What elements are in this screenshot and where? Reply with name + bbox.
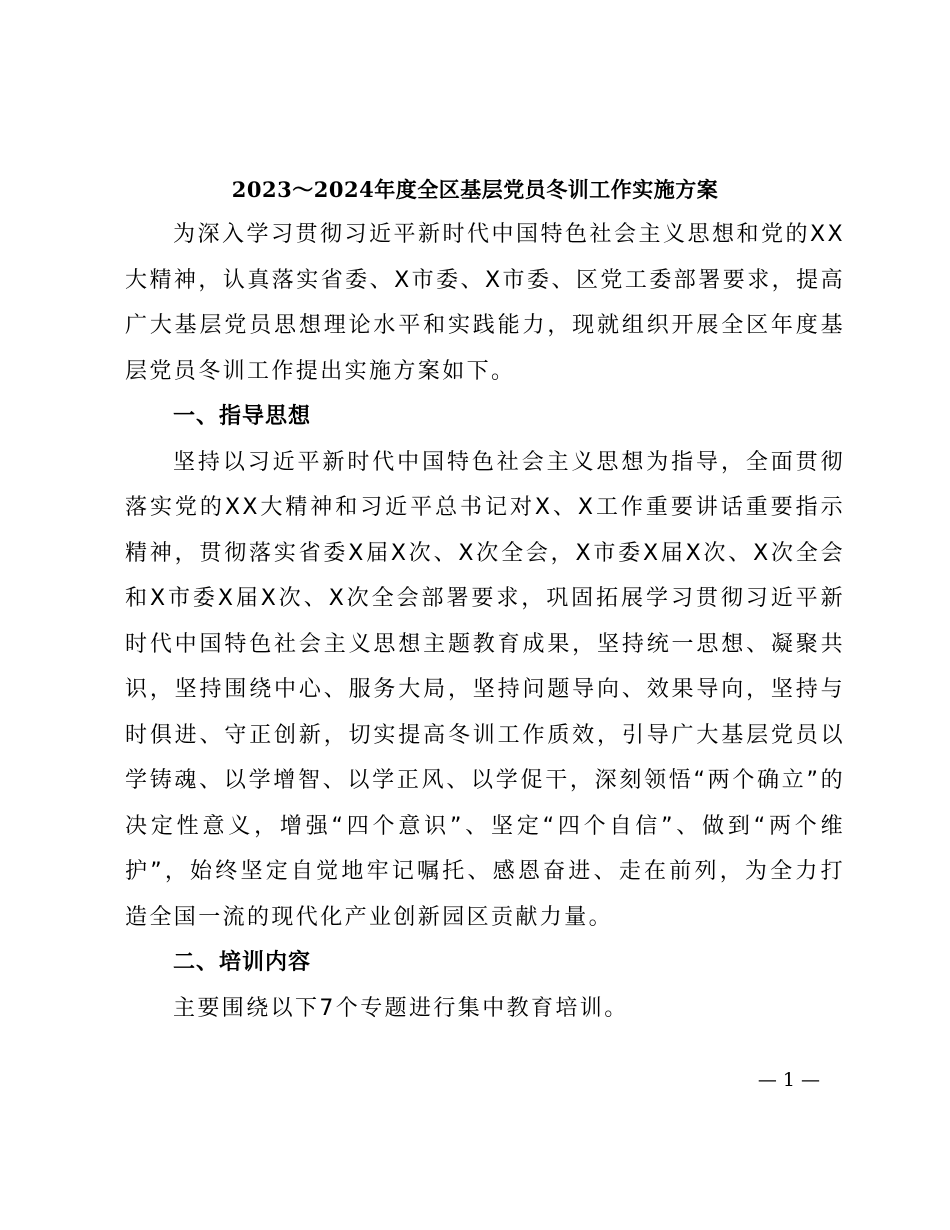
section-heading-training-content: 二、培训内容 — [173, 950, 312, 975]
page-number: — 1 — — [757, 1069, 820, 1091]
document-title: 2023～2024年度全区基层党员冬训工作实施方案 — [231, 177, 719, 202]
guiding-ideology-paragraph: 坚持以习近平新时代中国特色社会主义思想为指导，全面贯彻落实党的XX大精神和习近平总书记对X、X工作重要讲话重要指示精神，贯彻落实省委X届X次、X次全会，X市委X届X次、X次全会和X市委X届X次、X次全会部署要求，巩固拓展学习贯彻习近平新时代中国特色社会主义思想主题教育成果，坚持统一思想、凝聚共识，坚持围绕中心、服务大局，坚持问题导向、效果导向，坚持与时俱进、守正创新，切实提高冬训工作质效，引导广大基层党员以学铸魂、以学增智、以学正风、以学促干，深刻领悟“两个确立”的决定性意义，增强“四个意识”、坚定“四个自信”、做到“两个维护”，始终坚定自觉地牢记嘱托、感恩奋进、走在前列，为全力打造全国一流的现代化产业创新园区贡献力量。 — [125, 449, 845, 930]
training-content-paragraph: 主要围绕以下7个专题进行集中教育培训。 — [173, 995, 629, 1021]
section-heading-guiding-ideology: 一、指导思想 — [173, 404, 312, 429]
document-body — [125, 212, 845, 1031]
intro-paragraph: 为深入学习贯彻习近平新时代中国特色社会主义思想和党的XX大精神，认真落实省委、X市委、X市委、区党工委部署要求，提高广大基层党员思想理论水平和实践能力，现就组织开展全区年度基层党员冬训工作提出实施方案如下。 — [125, 222, 845, 384]
